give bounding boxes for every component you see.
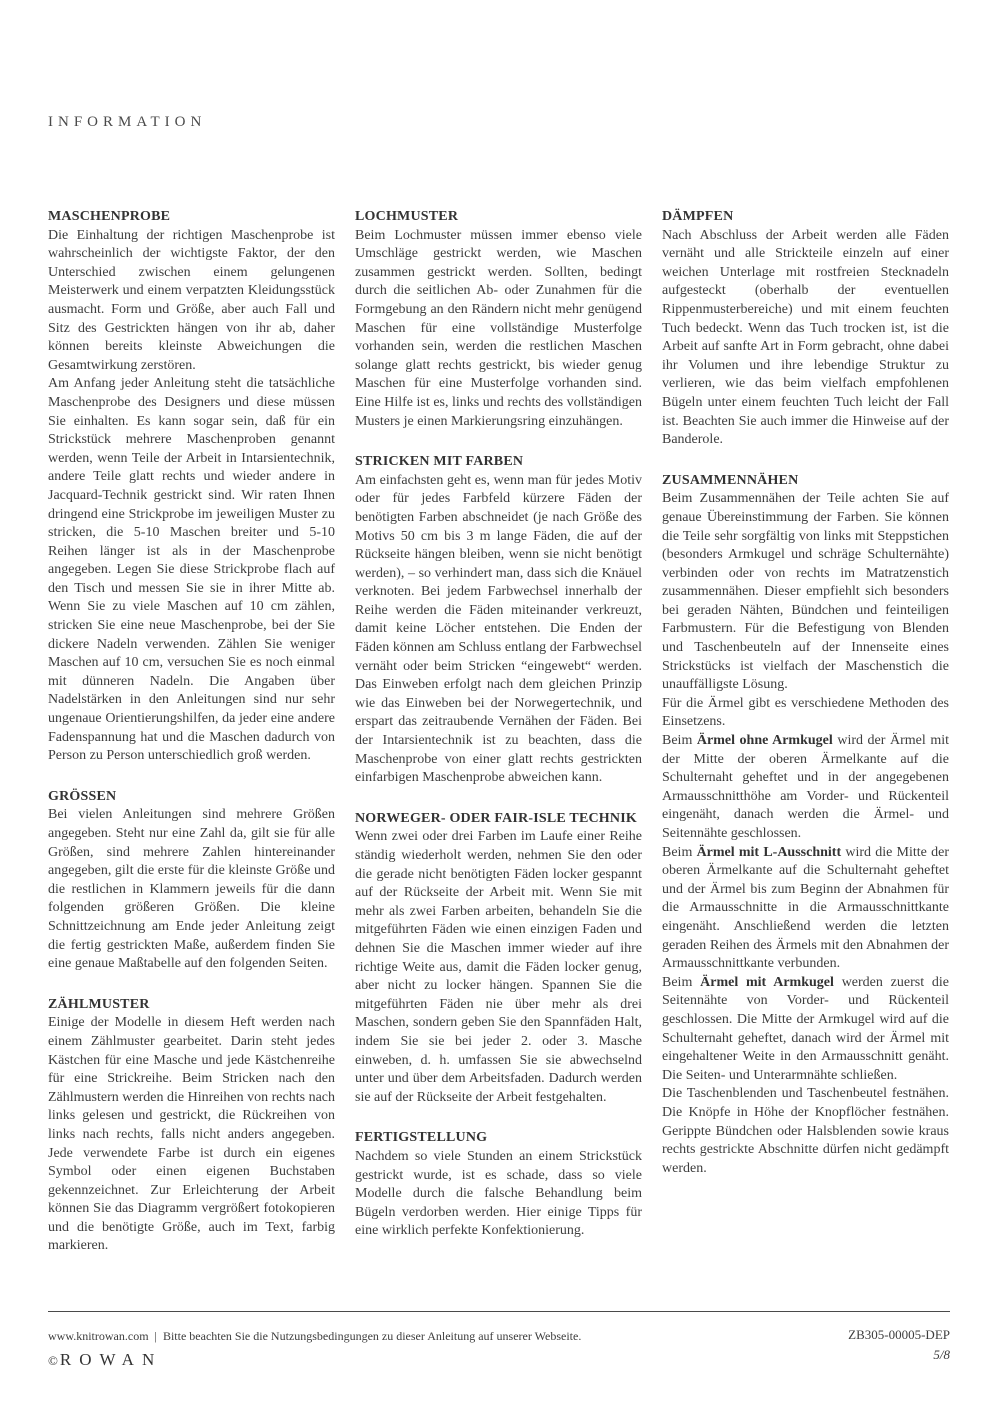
section-paragraph: Beim Ärmel ohne Armkugel wird der Ärmel mit der Mitte der oberen Ärmelkante auf die Schulternaht geheftet und in der angegebenen Armausschnitthöhe am Vorder- und Rückenteil eingenäht, danach werden die Ärmel- und Seitennähte geschlossen. [662,733,949,841]
copyright-symbol: © [48,1353,58,1368]
section [48,208,335,766]
emphasis: Ärmel mit Armkugel [700,974,834,990]
page-number: 5/8 [933,1347,950,1362]
column-2 [355,208,642,1263]
page-header: INFORMATION [48,114,207,130]
section-paragraph: Am einfachsten geht es, wenn man für jedes Motiv oder für jedes Farbfeld kürzere Fäden der benötigten Farben abschneidet (je nach Größe des Motivs 50 cm bis 3 m lange Fäden, die auf der Rückseite hängen bleiben, wenn sie nicht benötigt werden), – so verhindert man, dass sich die Knäuel verknoten. Bei jedem Farbwechsel innerhalb der Reihe werden die Fäden miteinander verkreuzt, damit keine Löcher entstehen. Die Enden der Fäden können am Schluss entlang der Farbwechsel vernäht oder beim Stricken “eingewebt“ werden. Das Einweben erfolgt nach dem gleichen Prinzip wie das Einweben bei der Norwegertechnik, und erspart das zeitraubende Vernähen der Fäden. Bei der Intarsientechnik ist zu beachten, dass die Maschenprobe von einer glatt rechts gestrickten einfarbigen Maschenprobe abweichen kann. [355,472,642,786]
section-title: ZUSAMMENNÄHEN [662,472,799,488]
section-paragraph: Einige der Modelle in diesem Heft werden nach einem Zählmuster gearbeitet. Darin steht jedes Kästchen für eine Masche und jede Kästchenreihe für eine Strickreihe. Beim Stricken nach den Zählmustern werden die Hinreihen von rechts nach links gelesen und gestrickt, die Rückreihen von links nach rechts, falls nicht anders angegeben. Jede verwendete Farbe ist durch ein eigenes Symbol oder einen eigenen Buchstaben gekennzeichnet. Zur Erleichterung der Arbeit können Sie das Diagramm vergrößert fotokopieren und die benötigte Größe, auch im Text, farbig markieren. [48,1015,335,1254]
section [662,472,949,1179]
section-paragraph: Beim Ärmel mit Armkugel werden zuerst die Seitennähte von Vorder- und Rückenteil geschlossen. Die Mitte der Armkugel wird auf die Schulternaht geheftet, danach wird der Ärmel mit eingehaltener Weite in den Armausschnitt genäht. Die Seiten- und Unterarmnähte schließen. [662,974,949,1083]
section-paragraph: Wenn zwei oder drei Farben im Laufe einer Reihe ständig wiederholt werden, nehmen Sie den oder die gerade nicht benötigten Fäden locker gespannt auf der Rückseite der Arbeit mit. Wenn Sie mit mehr als zwei Farben arbeiten, behandeln Sie die mitgeführten Fäden wie einen einzigen Faden und dehnen Sie die Maschen immer wieder auf ihre richtige Weite aus, damit die Fäden locker genug, aber nicht zu locker hängen. Spannen Sie die mitgeführten Fäden nie über mehr als drei Maschen, sondern geben Sie den Spannfäden Halt, indem Sie sie bei jeder 2. oder 3. Masche einweben, d. h. umfassen Sie sie abwechselnd unter und über dem Arbeitsfaden. Dadurch werden sie auf der Rückseite der Arbeit festgehalten. [355,829,642,1105]
footer-notice [48,1329,581,1344]
column-3 [662,208,949,1200]
section [662,208,949,450]
footer-divider [48,1311,950,1312]
section-title: FERTIGSTELLUNG [355,1130,488,1146]
section-title: STRICKEN MIT FARBEN [355,454,524,470]
section-paragraph: Beim Zusammennähen der Teile achten Sie auf genaue Übereinstimmung der Farben. Sie können die Teile sehr sorgfältig von links mit Steppstichen (besonders Armkugel und schräge Schulternähte) verbinden oder von rechts im Matratzenstich zusammennähen. Dieser empfiehlt sich besonders bei geraden Nähten, Bündchen und feinteiligen Farbmustern. Für die Befestigung von Blenden und Taschenbeuteln auf der Innenseite eines Strickstücks ist vielfach der Maschenstich die unauffälligste Lösung. [662,491,949,693]
section [48,996,335,1256]
section-paragraph: Bei vielen Anleitungen sind mehrere Größen angegeben. Steht nur eine Zahl da, gilt sie für alle Größen, sind mehrere Zahlen hintereinander angegeben, gilt die erste für die kleinste Größe und die restlichen in Klammern jeweils für die dann folgenden größeren Größen. Die kleine Schnittzeichnung am Ende jeder Anleitung zeigt die fertig gestrickten Maße, außerdem finden Sie eine genaue Maßtabelle auf den folgenden Seiten. [48,807,335,972]
section-title: NORWEGER- ODER FAIR-ISLE TECHNIK [355,810,637,826]
website-link[interactable]: www.knitrowan.com [48,1329,149,1343]
section-paragraph: Für die Ärmel gibt es verschiedene Methoden des Einsetzens. [662,695,949,730]
section [355,208,642,431]
section-title: MASCHENPROBE [48,209,171,224]
emphasis: Ärmel ohne Armkugel [696,733,833,749]
section-paragraph: Am Anfang jeder Anleitung steht die tatsächliche Maschenprobe des Designers und diese müssen Sie einhalten. Es kann sogar sein, daß für ein Strickstück mehrere Maschenproben genannt werden, wenn Teile der Arbeit in Intarsientechnik, andere Teile glatt rechts und wieder andere in Jacquard-Technik gestrickt sind. Wir raten Ihnen dringend eine Strickprobe im jeweiligen Muster zu stricken, die 5-10 Maschen breiter und 5-10 Reihen länger ist als in der Maschenprobe angegeben. Legen Sie diese Strickprobe flach auf den Tisch und messen Sie sie in ihrer Mitte ab. Wenn Sie zu viele Maschen auf 10 cm zählen, stricken Sie eine neue Maschenprobe, bei der Sie dickere Nadeln verwenden. Zählen Sie weniger Maschen auf 10 cm, versuchen Sie es noch einmal mit dünneren Nadeln. Die Angaben über Nadelstärken in den Anleitungen sind nur sehr ungenaue Orientierungshilfen, da jeder eine andere Fadenspannung hat und die Maschen dadurch von Person zu Person unterschiedlich groß werden. [48,376,335,764]
terms-notice: Bitte beachten Sie die Nutzungsbedingungen zu dieser Anleitung auf unserer Webseite. [162,1329,582,1343]
column-1 [48,208,335,1278]
section [355,810,642,1108]
section-paragraph: Die Taschenblenden und Taschenbeutel festnähen. Die Knöpfe in Höhe der Knopflöcher festnähen. Gerippte Bündchen oder Halsblenden sowie kraus rechts gestrickte Abschnitte dürfen nicht gedämpft werden. [662,1086,949,1176]
section [355,1129,642,1241]
section [48,788,335,974]
section-paragraph: Nach Abschluss der Arbeit werden alle Fäden vernäht und alle Strickteile einzeln auf einer weichen Unterlage mit rostfreien Stecknadeln aufgesteckt (oberhalb der eventuellen Rippenmusterbereiche) und mit einem feuchten Tuch bedeckt. Wenn das Tuch trocken ist, ist die Arbeit auf sanfte Art in Form gebracht, ohne dabei ihr Volumen und ihre lebendige Struktur zu verlieren, wie das beim vielfach empfohlenen Bügeln unter einem feuchten Tuch leicht der Fall ist. Beachten Sie auch immer die Hinweise auf der Banderole. [662,227,949,448]
section-paragraph: Die Einhaltung der richtigen Maschenprobe ist wahrscheinlich der wichtigste Faktor, der den Unterschied zwischen einem gelungenen Meisterwerk und einem verpatzten Kleidungsstück ausmacht. Form und Größe, aber auch Fall und Sitz des Gestrickten hängen von ihr ab, daher können bereits kleinste Abweichungen die Gesamtwirkung zerstören. [48,227,335,373]
logo-text: ROWAN [59,1350,163,1369]
section-title: GRÖSSEN [48,788,117,804]
footer-separator: | [154,1329,157,1343]
section-title: LOCHMUSTER [355,209,459,224]
section-paragraph: Nachdem so viele Stunden an einem Strickstück gestrickt wurde, ist es schade, dass so viele Modelle durch die falsche Behandlung beim Bügeln verdorben werden. Hier einige Tipps für eine wirklich perfekte Konfektionierung. [355,1148,642,1239]
section-paragraph: Beim Lochmuster müssen immer ebenso viele Umschläge gestrickt werden, wie Maschen zusammen gestrickt werden. Sollten, bedingt durch die seitlichen Ab- oder Zunahmen für die Formgebung an den Rändern nicht mehr genügend Maschen für eine vollständige Musterfolge vorhanden sein, werden die restlichen Maschen solange glatt rechts gestrickt, bis wieder genug Maschen für eine Musterfolge vorhanden sind. Eine Hilfe ist es, links und rechts des vollständigen Musters je einen Markierungsring einzuhängen. [355,227,642,429]
section-title: DÄMPFEN [662,209,734,224]
section [355,453,642,788]
emphasis: Ärmel mit L-Ausschnitt [696,844,842,860]
pattern-code: ZB305-00005-DEP [848,1327,950,1342]
section-paragraph: Beim Ärmel mit L-Ausschnitt wird die Mitte der oberen Ärmelkante auf die Schulternaht geheftet und der Ärmel bis zum Beginn der Abnahmen für die Armausschnitte in die Armausschnittkante eingenäht. Anschließend werden die letzten geraden Reihen des Ärmels mit den Abnahmen der Armausschnittkante verbunden. [662,844,949,972]
section-title: ZÄHLMUSTER [48,996,150,1012]
rowan-logo [48,1350,162,1370]
